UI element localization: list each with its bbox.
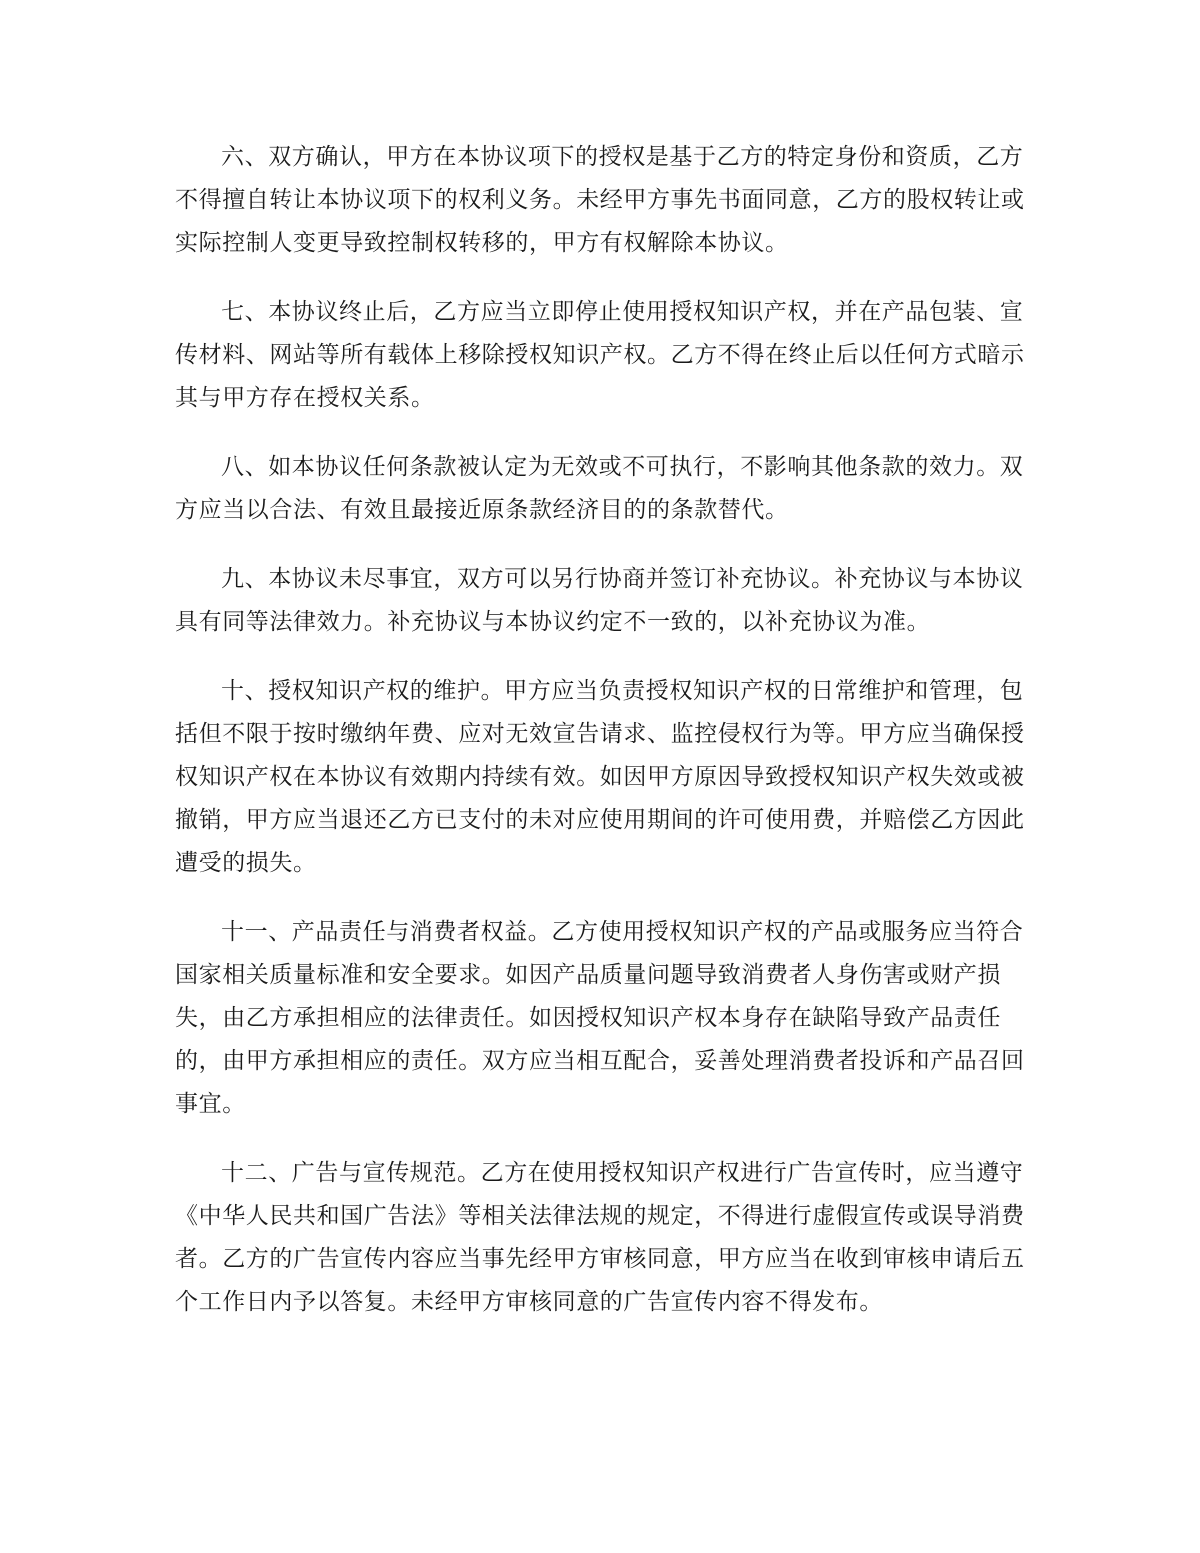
clause-10-paragraph: [175, 670, 1035, 885]
paragraph-line: 十一、产品责任与消费者权益。乙方使用授权知识产权的产品或服务应当符合: [221, 919, 1024, 945]
paragraph-line: 六、双方确认，甲方在本协议项下的授权是基于乙方的特定身份和资质，乙方: [221, 144, 1024, 170]
paragraph-line: 国家相关质量标准和安全要求。如因产品质量问题导致消费者人身伤害或财产损: [175, 962, 1001, 988]
clause-12-paragraph: [175, 1152, 1035, 1324]
paragraph-line: 方应当以合法、有效且最接近原条款经济目的的条款替代。: [175, 497, 789, 523]
paragraph-line: 不得擅自转让本协议项下的权利义务。未经甲方事先书面同意，乙方的股权转让或: [175, 187, 1025, 213]
paragraph-line: 九、本协议未尽事宜，双方可以另行协商并签订补充协议。补充协议与本协议: [221, 566, 1024, 592]
paragraph-line: 十二、广告与宣传规范。乙方在使用授权知识产权进行广告宣传时，应当遵守: [221, 1160, 1024, 1186]
paragraph-line: 权知识产权在本协议有效期内持续有效。如因甲方原因导致授权知识产权失效或被: [175, 764, 1025, 790]
paragraph-line: 者。乙方的广告宣传内容应当事先经甲方审核同意，甲方应当在收到审核申请后五: [175, 1246, 1025, 1272]
paragraph-line: 遭受的损失。: [175, 850, 317, 876]
paragraph-line: 传材料、网站等所有载体上移除授权知识产权。乙方不得在终止后以任何方式暗示: [175, 342, 1025, 368]
clause-9-paragraph: [175, 558, 1035, 644]
clause-6-paragraph: [175, 136, 1035, 265]
paragraph-line: 个工作日内予以答复。未经甲方审核同意的广告宣传内容不得发布。: [175, 1289, 883, 1315]
paragraph-line: 失，由乙方承担相应的法律责任。如因授权知识产权本身存在缺陷导致产品责任: [175, 1005, 1001, 1031]
paragraph-line: 八、如本协议任何条款被认定为无效或不可执行，不影响其他条款的效力。双: [221, 454, 1024, 480]
clause-11-paragraph: [175, 911, 1035, 1126]
paragraph-line: 其与甲方存在授权关系。: [175, 385, 435, 411]
paragraph-line: 《中华人民共和国广告法》等相关法律法规的规定，不得进行虚假宣传或误导消费: [175, 1203, 1025, 1229]
clause-7-paragraph: [175, 291, 1035, 420]
paragraph-line: 十、授权知识产权的维护。甲方应当负责授权知识产权的日常维护和管理，包: [221, 678, 1024, 704]
paragraph-line: 七、本协议终止后，乙方应当立即停止使用授权知识产权，并在产品包装、宣: [221, 299, 1024, 325]
paragraph-line: 的，由甲方承担相应的责任。双方应当相互配合，妥善处理消费者投诉和产品召回: [175, 1048, 1025, 1074]
paragraph-line: 括但不限于按时缴纳年费、应对无效宣告请求、监控侵权行为等。甲方应当确保授: [175, 721, 1025, 747]
document-page: [175, 136, 1035, 1350]
paragraph-line: 事宜。: [175, 1091, 246, 1117]
paragraph-line: 实际控制人变更导致控制权转移的，甲方有权解除本协议。: [175, 230, 789, 256]
paragraph-line: 撤销，甲方应当退还乙方已支付的未对应使用期间的许可使用费，并赔偿乙方因此: [175, 807, 1025, 833]
paragraph-line: 具有同等法律效力。补充协议与本协议约定不一致的，以补充协议为准。: [175, 609, 931, 635]
clause-8-paragraph: [175, 446, 1035, 532]
